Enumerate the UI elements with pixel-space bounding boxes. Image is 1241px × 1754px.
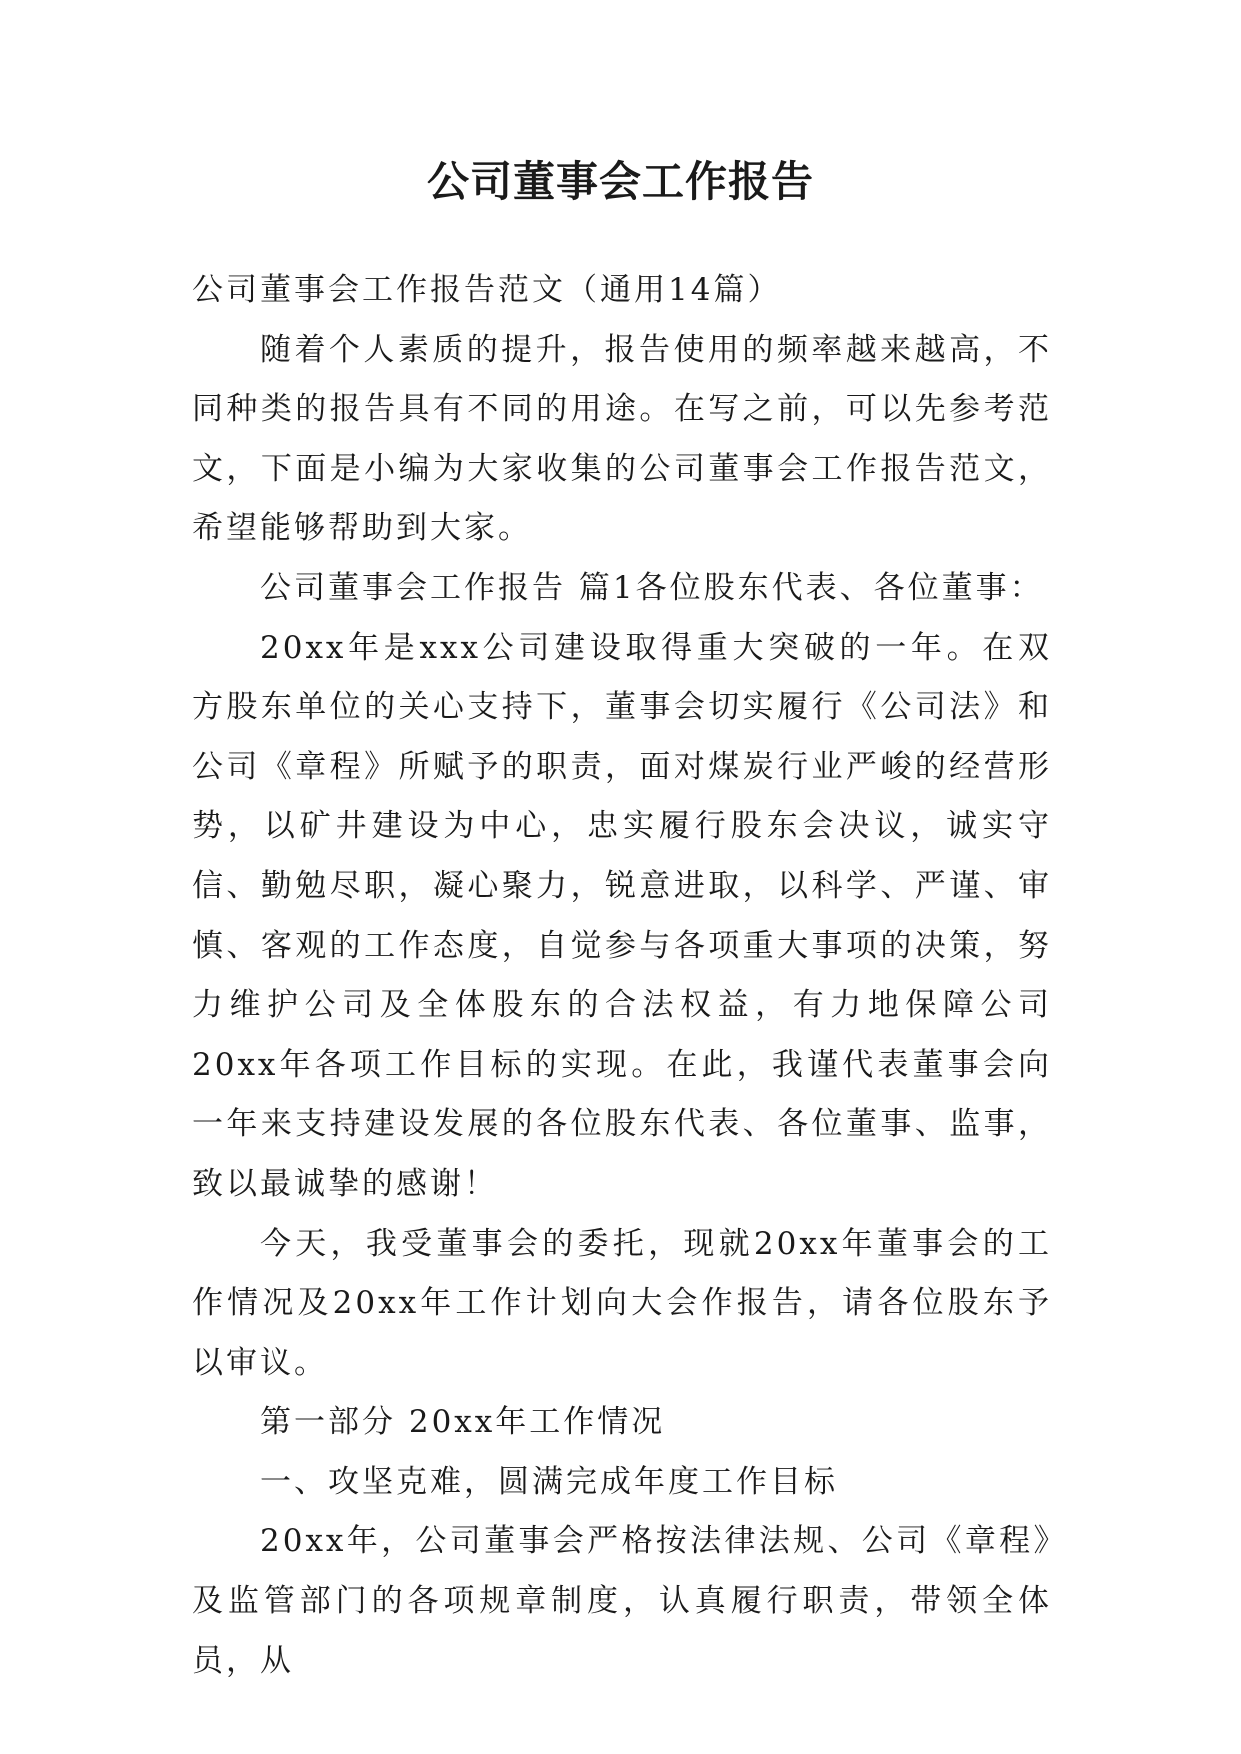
section-heading: 第一部分 20xx年工作情况: [260, 1404, 666, 1441]
paragraph-review: 20xx年是xxx公司建设取得重大突破的一年。在双方股东单位的关心支持下，董事会切实履行《公司法》和公司《章程》所赋予的职责，面对煤炭行业严峻的经营形势，以矿井建设为中心，忠实履行股东会决议，诚实守信、勤勉尽职，凝心聚力，锐意进取，以科学、严谨、审慎、客观的工作态度，自觉参与各项重大事项的决策，努力维护公司及全体股东的合法权益，有力地保障公司20xx年各项工作目标的实现。在此，我谨代表董事会向一年来支持建设发展的各位股东代表、各位董事、监事，致以最诚挚的感谢！: [192, 629, 1052, 1202]
paragraph-salutation: 公司董事会工作报告 篇1各位股东代表、各位董事：: [260, 569, 1044, 606]
document-body: [192, 261, 1052, 1691]
paragraph-subtitle: 公司董事会工作报告范文（通用14篇）: [192, 272, 782, 308]
paragraph-intro: 随着个人素质的提升，报告使用的频率越来越高，不同种类的报告具有不同的用途。在写之前，可以先参考范文，下面是小编为大家收集的公司董事会工作报告范文，希望能够帮助到大家。: [192, 331, 1052, 547]
document-title: 公司董事会工作报告: [426, 157, 814, 206]
subsection-heading: 一、攻坚克难，圆满完成年度工作目标: [260, 1463, 838, 1500]
paragraph-work: 20xx年，公司董事会严格按法律法规、公司《章程》及监管部门的各项规章制度，认真履行职责，带领全体员，从: [192, 1523, 1052, 1679]
paragraph-entrusted: 今天，我受董事会的委托，现就20xx年董事会的工作情况及20xx年工作计划向大会作报告，请各位股东予以审议。: [192, 1225, 1052, 1381]
